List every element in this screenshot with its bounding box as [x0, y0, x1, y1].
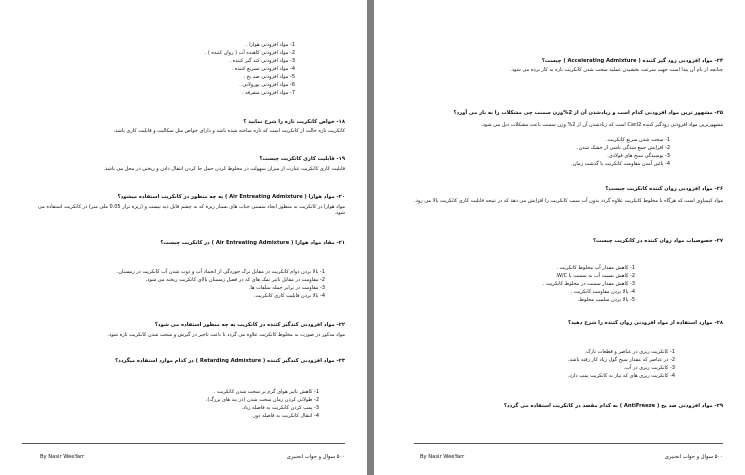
- answer-20: مواد هوازا در کانکریت به منظور ایجاد سستی حباب های بسیار ریزه که به چشم قابل دید نیست و (ریزه تراز 0.05 ملی متر) در کانکریت استفاده می شود.: [37, 204, 345, 217]
- list-item: 4- انتقال کانکریت به فاصله دور.: [251, 413, 319, 419]
- list-item: 2- مقاومت در مقابل تاثیر نمک های که در فصل زمستان بالای کانکریت ریخته می شود.: [145, 277, 325, 283]
- list-item: 1- بالا بردن دوام کانکریت در مقابل ترک خوردگی از انجماد آب و ذوب شدن آب کانکریت در زمستان.: [116, 269, 325, 275]
- list-item: 1- کاهش مقدار آب مخلوط کانکریت .: [556, 265, 635, 271]
- footer-author: By Nasir WeeYarr: [40, 454, 85, 460]
- list-item: 2- افزایش جمع شدگی ناشی از خشک شدن.: [577, 145, 670, 151]
- list-item: 4- مواد افزودنی تسریع کننده .: [231, 66, 295, 72]
- question-27: ۲۷- خصوصیات مواد روان کننده در کانکریت چیست؟: [592, 238, 723, 244]
- list-item: 3- مواد افزودنی کند گیر کننده .: [229, 58, 295, 64]
- footer-book-title: ۵۰۰ سوال و جواب انجنیری: [286, 454, 345, 460]
- retarder-uses-list: [206, 388, 319, 420]
- answer-25: مشهورترین مواد افزودنی زودگیر کننده Cacl2 است که زیادشدن آن از 2% وزن سمنت باعث مشکلات ذیل می شود.: [481, 122, 723, 128]
- list-item: 4- کانکریت ریزی های که نیاز به کانکریت پمپ دارد.: [567, 373, 675, 379]
- list-item: 3- پمپ کردن کانکریت به فاصله زیاد.: [241, 405, 319, 411]
- question-26: ۲۶- مواد افزودنی روان کننده کانکریت چیست؟: [605, 186, 723, 192]
- question-24: ۲۴- مواد افزودنی زود گیر کننده ( Accelerating Admixture ) چیست؟: [541, 58, 723, 64]
- list-item: 1- کانکریت ریزی در عناصر و قطعات نازک.: [584, 349, 675, 355]
- list-item: 5- بالا بردن سلمپ مخلوط.: [577, 297, 635, 303]
- list-item: 4- بالا بردن مقاومت کانکریت .: [570, 289, 635, 295]
- question-28: ۲۸- موارد استفاده از مواد افزودنی روان کننده را شرح دهید؟: [568, 320, 723, 326]
- answer-22: مواد مذکور در صورت به مخلوط کانکریت علاوه می گردد تا باعث تاخیر در گیرش و سخت شدن کانکریت تازه شود.: [107, 332, 345, 338]
- question-19: ۱۹- قابلیت کاری کانکریت چیست؟: [259, 156, 345, 162]
- list-item: 2- کاهش نسبت آب به سمنت یا W/C.: [555, 273, 635, 279]
- plasticizer-uses-list: [568, 348, 675, 380]
- document-page-right: [374, 0, 745, 475]
- question-23: ۲۳- مواد افزودنی کندگیر کننده ( Retarding Admixture ) در کدام موارد استفاده میگردد؟: [115, 358, 345, 364]
- answer-19: قابلیت کاری کانکریت عبارت از میزان سهولت در مخلوط کردن حمل جا کردن انتقال دادن و ریختن در محل می باشد.: [103, 166, 345, 172]
- question-20: ۲۰- مواد هوازا ( Air Entreating Admixture ) به چه منظور در کانکریت استفاده میشود؟: [117, 194, 345, 200]
- list-item: 3- کانکریت ریزی در آب.: [623, 365, 675, 371]
- materials-list: [205, 41, 295, 97]
- list-item: 2- مواد افزودنی کاهنده آب ( روان کننده ) .: [204, 50, 295, 56]
- cacl2-problems-list: [571, 136, 670, 168]
- document-page-left: [0, 0, 367, 475]
- footer-author: By Nasir WeeYarr: [420, 454, 465, 460]
- list-item: 3- کاهش مقدار سمنت در مخلوط کانکریت .: [542, 281, 635, 287]
- question-18: ۱۸- خواص کانکریت تازه را شرح نمایید ؟: [243, 119, 345, 125]
- list-item: 4- بالا بردن قابلیت کاری کانکریت.: [253, 293, 325, 299]
- question-21: ۲۱- مقاد مواد هوازا ( Air Entreating Admixture ) در کانکریت چیست؟: [160, 240, 345, 246]
- answer-24: چنانچه از نام آن پیدا است جهت سرعت بخشیدن عملیه سخت شدن کانکریت تازه به کار برده می شود.: [510, 67, 723, 73]
- list-item: 5- مواد افزودنی ضد یخ .: [243, 74, 295, 80]
- question-29: ۲۹- مواد افزودنی ضد یخ ( AntiFreeze ) به کدام مقصد در کانکریت استفاده می گردد؟: [503, 403, 723, 409]
- list-item: 3- مقاومت در برابر حمله سلفات ها.: [248, 285, 325, 291]
- list-item: 2- طولانی کردن زمان سخت شدن (در بند های بزرگ).: [205, 397, 319, 403]
- plasticizer-properties-list: [543, 264, 635, 304]
- footer-book-title: ۵۰۰ سوال و جواب انجنیری: [664, 454, 723, 460]
- list-item: 7- مواد افزودنی متفرقه .: [241, 90, 295, 96]
- list-item: 2- در عناصر که مقدار سیخ گول زیاد کار رفته باشد.: [568, 357, 675, 363]
- list-item: 1- سخت شدن سریع کانکریت.: [606, 137, 670, 143]
- question-22: ۲۲- مواد افزودنی کندگیر کننده در کانکریت به چه منظور استفاده می شود؟: [154, 322, 345, 328]
- footer-divider: [414, 443, 723, 444]
- list-item: 3- پوسیدگی سیخ های فولادی.: [607, 153, 670, 159]
- answer-18: کانکریت تازه حالت از کانکریت است که تازه ساخته شده باشد و دارای خواص مثل سکالیت و قابلیت کاری باشد.: [113, 128, 345, 134]
- advantages-list: [117, 268, 325, 300]
- answer-26: مواد کیمیاوی است که هرگاه با مخلوط کانکریت علاوه گردد بدون آب سبب کانکریت را افزایش می دهد که در نتیجه قابلیت کاری کانکریت بالا می رود.: [414, 198, 723, 204]
- list-item: 6- مواد افزودنی پوزولانی .: [239, 82, 295, 88]
- list-item: 1- کاهش تاثیر هوای گرم بر سخت شدن کانکریت .: [213, 389, 319, 395]
- list-item: 1- مواد افزودنی هوازا .: [246, 42, 295, 48]
- question-25: ۲۵- مشهور ترین مواد افزودنی کدام است و زیادشدن آن از 2%وزن سمنت چی مشکلات را به بار می آورد؟: [453, 110, 723, 116]
- list-item: 4- پائین آمدن مقاومت کانکریت با گذشت زمان.: [571, 161, 670, 167]
- footer-divider: [22, 443, 345, 444]
